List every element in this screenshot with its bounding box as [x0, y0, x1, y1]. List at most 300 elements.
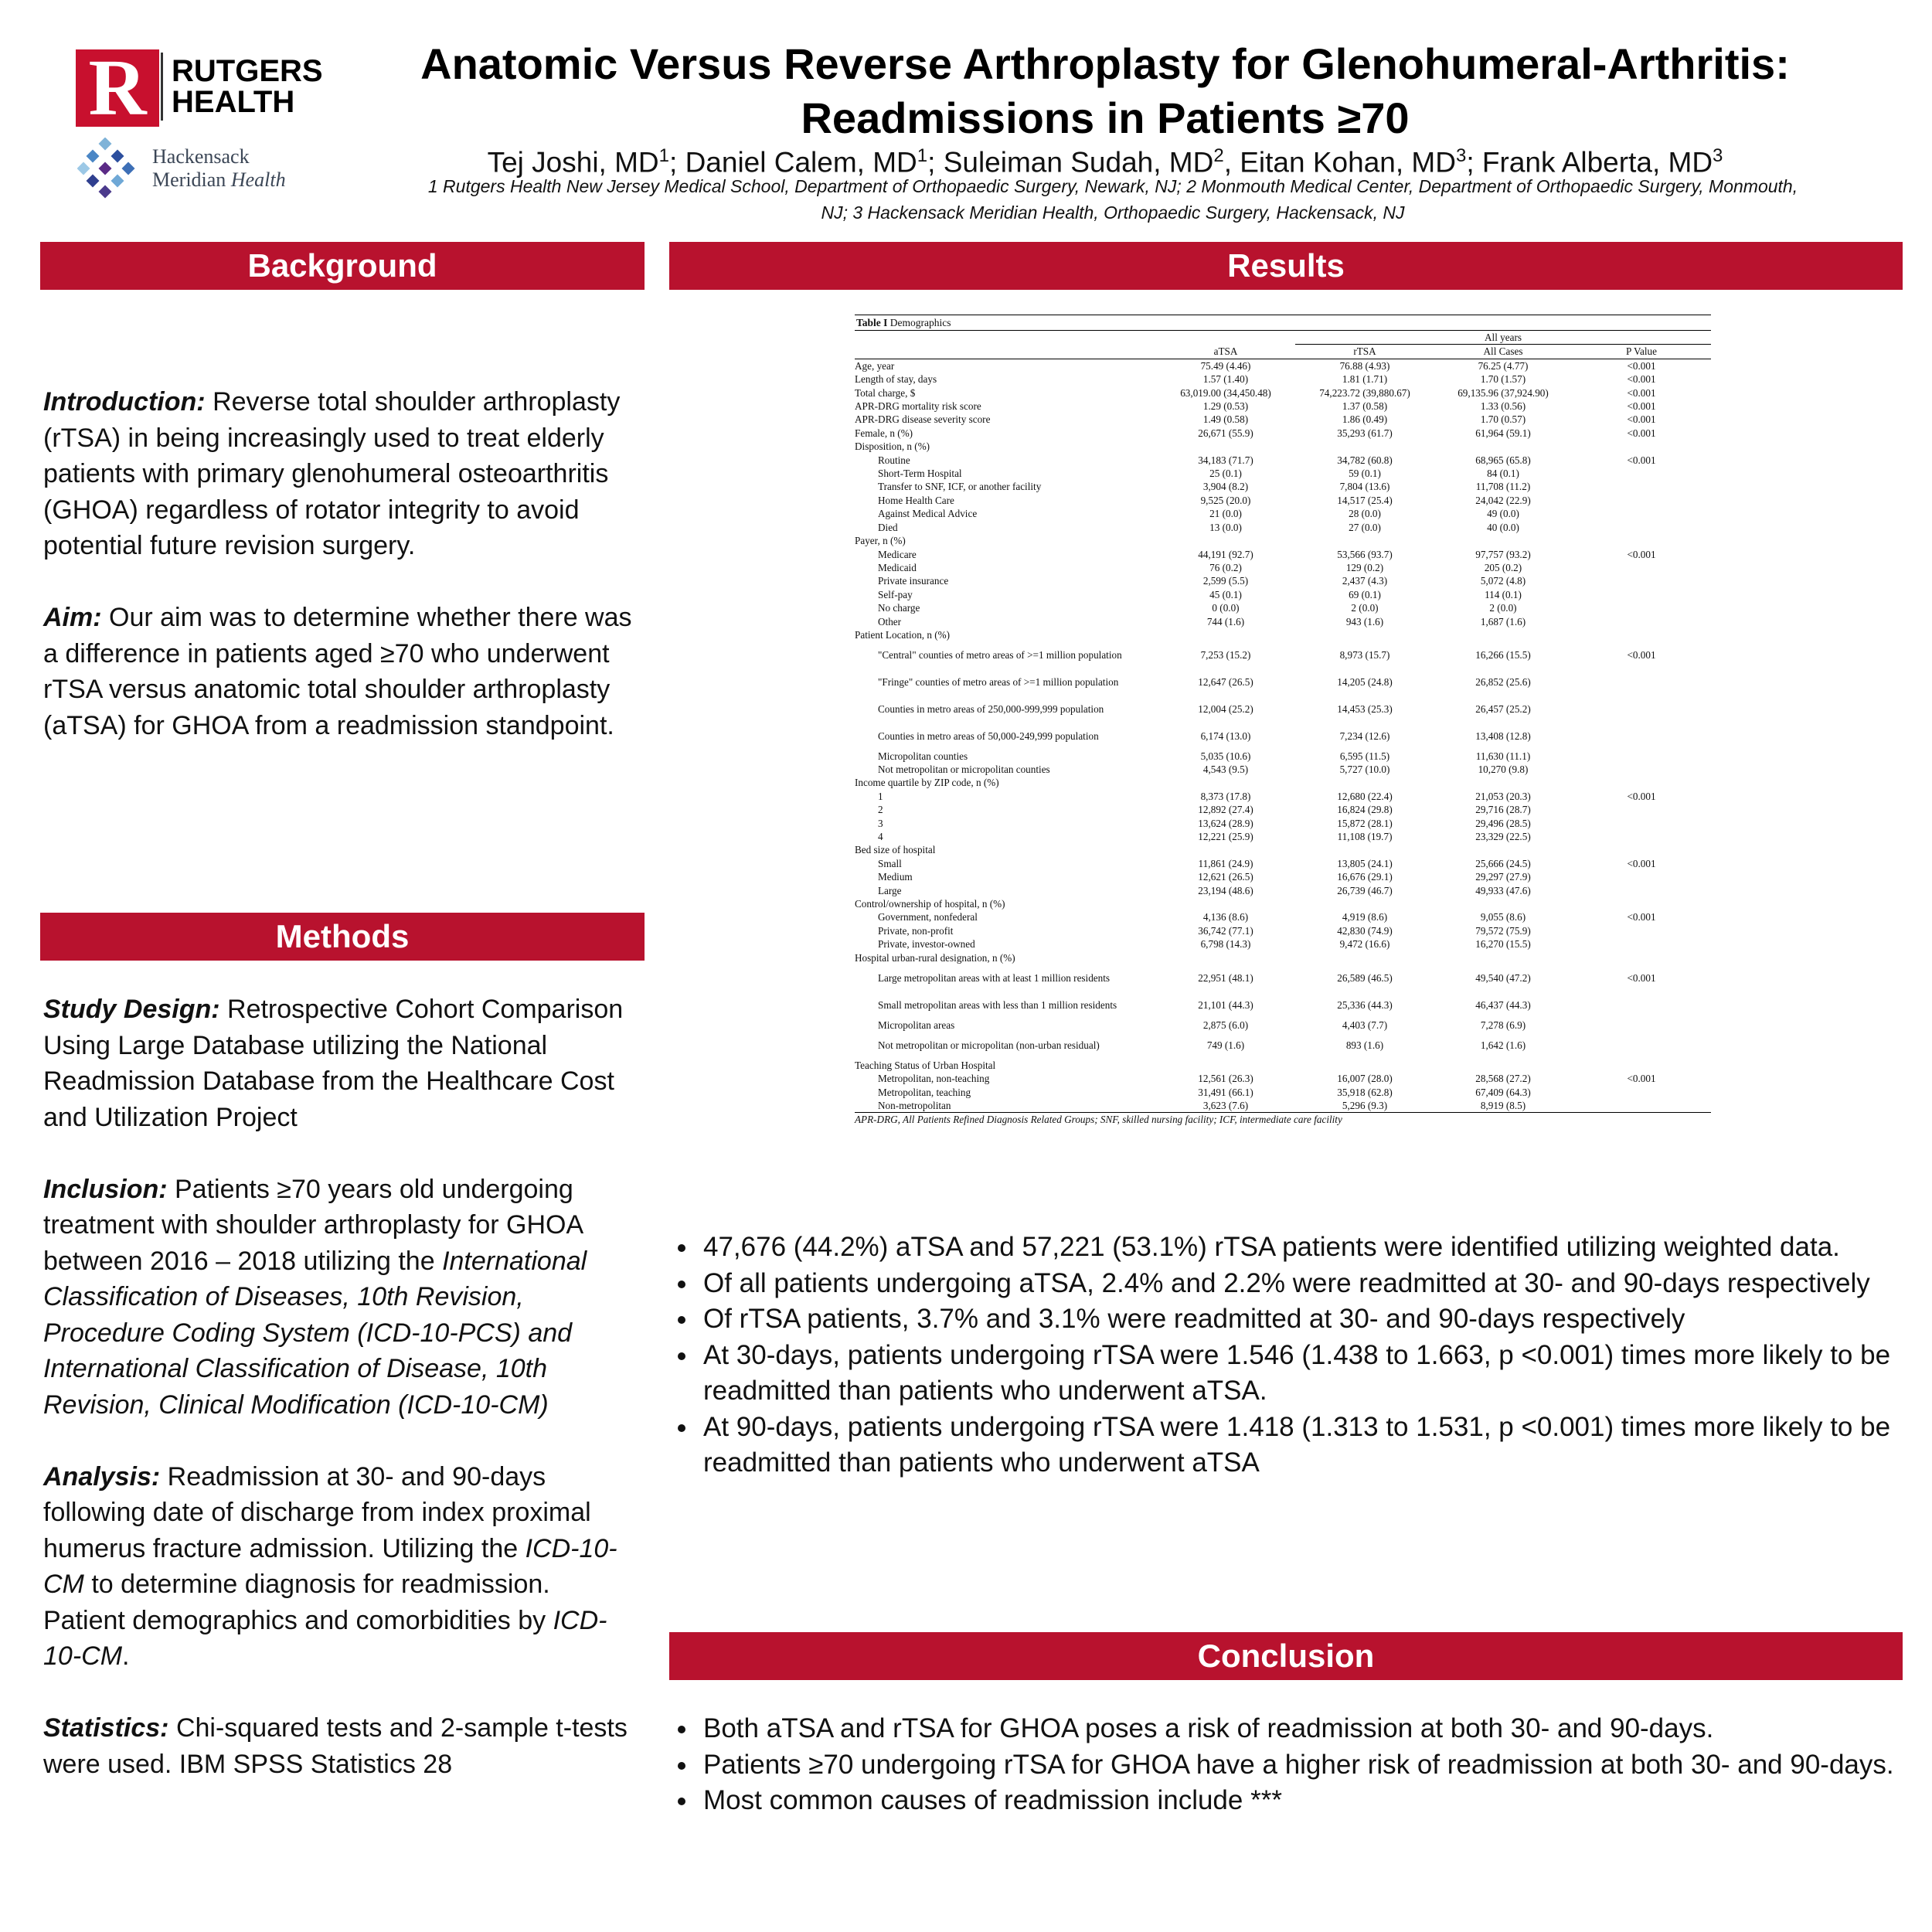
table-cell: 749 (1.6) — [1206, 1039, 1245, 1051]
title-line-2: Readmissions in Patients ≥70 — [801, 94, 1410, 142]
table-cell: 12,647 (26.5) — [1198, 676, 1253, 689]
table-row — [855, 843, 1711, 856]
table-cell: 11,861 (24.9) — [1198, 857, 1253, 869]
row-label: Small — [878, 857, 902, 869]
table-cell: <0.001 — [1627, 971, 1656, 984]
table-cell: 11,708 (11.2) — [1475, 481, 1531, 493]
row-label: Bed size of hospital — [855, 844, 936, 856]
results-list — [668, 1230, 1896, 1481]
table-cell — [1572, 494, 1711, 507]
results-bullet: • 47,676 (44.2%) aTSA and 57,221 (53.1%) rTSA patients were identified utilizing weighted data. — [699, 1230, 1896, 1266]
table-row — [855, 1086, 1711, 1099]
conclusion-bullet: • Patients ≥70 undergoing rTSA for GHOA have a higher risk of readmission at both 30- and 90-days. — [699, 1747, 1896, 1784]
table-cell: 67,409 (64.3) — [1475, 1086, 1531, 1098]
table-cell — [1434, 534, 1572, 547]
row-label: Private, non-profit — [878, 924, 954, 937]
table-cell — [1572, 1019, 1711, 1032]
row-label: Private insurance — [878, 575, 949, 587]
table-row — [855, 884, 1711, 897]
table-cell: 76.25 (4.77) — [1478, 359, 1529, 372]
table-cell: 3,623 (7.6) — [1202, 1100, 1249, 1112]
table-cell — [1572, 574, 1711, 587]
row-label: Medicare — [878, 548, 917, 560]
table-cell: 12,892 (27.4) — [1198, 804, 1253, 816]
table-cell — [1572, 817, 1711, 830]
table-cell — [1572, 480, 1711, 493]
introduction-paragraph: Introduction: Reverse total shoulder arthroplasty (rTSA) in being increasingly used to treat elderly patients with primary glenohumeral osteoarthritis (GHOA) regardless of rotator integrity to avoid potential future revision surgery. — [43, 387, 621, 560]
table-cell: 6,595 (11.5) — [1339, 750, 1390, 762]
table-cell: 29,716 (28.7) — [1475, 804, 1531, 816]
table-cell — [1572, 776, 1711, 789]
table-cell: 68,965 (65.8) — [1475, 454, 1531, 466]
row-label: 1 — [878, 790, 883, 802]
table-cell — [1572, 1032, 1711, 1059]
table-cell — [1572, 843, 1711, 856]
table-cell: 4,136 (8.6) — [1202, 911, 1249, 923]
table-cell: 49,540 (47.2) — [1475, 971, 1531, 984]
table-cell: 42,830 (74.9) — [1337, 924, 1393, 937]
table-cell — [1572, 803, 1711, 816]
hackensack-wordmark — [152, 145, 286, 192]
table-cell — [1572, 937, 1711, 951]
table-cell — [1434, 776, 1572, 789]
table-row — [855, 803, 1711, 816]
table-cell: 13,624 (28.9) — [1198, 817, 1253, 829]
rutgers-logo-letter: R — [76, 49, 159, 127]
table-cell: 5,072 (4.8) — [1480, 575, 1526, 587]
table-cell: 893 (1.6) — [1345, 1039, 1384, 1051]
table-cell: 11,630 (11.1) — [1475, 750, 1531, 762]
table-cell: 1.70 (1.57) — [1480, 373, 1526, 386]
table-cell: 24,042 (22.9) — [1475, 494, 1531, 506]
table-caption: Table I Demographics — [855, 315, 1711, 331]
table-column-header-row — [855, 345, 1711, 359]
table-row — [855, 696, 1711, 723]
row-label: Government, nonfederal — [878, 911, 978, 923]
table-row — [855, 763, 1711, 776]
table-cell — [1156, 440, 1295, 453]
table-cell: 35,293 (61.7) — [1337, 427, 1393, 439]
table-cell: 59 (0.1) — [1349, 468, 1381, 480]
rutgers-wordmark-line2: HEALTH — [172, 85, 295, 119]
table-cell — [1572, 440, 1711, 453]
table-cell — [1295, 776, 1434, 789]
table-cell: 2 (0.0) — [1489, 602, 1517, 614]
table-cell: 76 (0.2) — [1209, 561, 1242, 573]
table-cell: <0.001 — [1627, 911, 1656, 923]
results-bullet: • At 30-days, patients undergoing rTSA were 1.546 (1.438 to 1.663, p <0.001) times more likely to be readmitted than patients who underwent aTSA. — [699, 1338, 1896, 1410]
table-row — [855, 1099, 1711, 1112]
table-cell — [1434, 628, 1572, 641]
table-cell: 76.88 (4.93) — [1339, 359, 1390, 372]
table-row — [855, 870, 1711, 883]
table-cell: 79,572 (75.9) — [1475, 924, 1531, 937]
table-cell — [1572, 467, 1711, 480]
table-cell — [1572, 870, 1711, 883]
background-header: Background — [40, 242, 645, 290]
table-cell: 9,525 (20.0) — [1200, 494, 1251, 506]
table-cell: 25,336 (44.3) — [1337, 998, 1393, 1011]
table-cell: 1.49 (0.58) — [1202, 413, 1249, 426]
table-cell: 28 (0.0) — [1349, 508, 1381, 520]
table-row — [855, 1059, 1711, 1072]
table-cell: 14,205 (24.8) — [1337, 676, 1393, 689]
row-label: Age, year — [855, 359, 895, 372]
table-cell: 0 (0.0) — [1212, 602, 1240, 614]
author-separator: ; — [1466, 146, 1482, 179]
table-cell: 31,491 (66.1) — [1198, 1086, 1253, 1098]
table-cell: 6,798 (14.3) — [1200, 938, 1251, 951]
table-cell — [1295, 534, 1434, 547]
table-row — [855, 641, 1711, 668]
table-cell — [1572, 1099, 1711, 1112]
table-cell: 12,221 (25.9) — [1198, 830, 1253, 842]
table-cell: 13,805 (24.1) — [1337, 857, 1393, 869]
table-cell: 69,135.96 (37,924.90) — [1458, 386, 1549, 399]
table-cell: 9,472 (16.6) — [1339, 938, 1390, 951]
study-design-paragraph: Study Design: Retrospective Cohort Comparison Using Large Database utilizing the National Readmission Database from the Healthcare Cost and Utilization Project — [43, 995, 624, 1132]
table-cell — [1434, 440, 1572, 453]
table-cell: 21,053 (20.3) — [1475, 790, 1531, 802]
table-cell: 34,183 (71.7) — [1198, 454, 1253, 466]
table-cell: 22,951 (48.1) — [1198, 971, 1253, 984]
table-cell: 2,875 (6.0) — [1202, 1019, 1249, 1031]
table-cell — [1572, 628, 1711, 641]
table-row — [855, 467, 1711, 480]
table-row — [855, 427, 1711, 440]
table-cell — [1572, 992, 1711, 1019]
table-cell: 49,933 (47.6) — [1475, 884, 1531, 896]
author-name: Eitan Kohan, MD — [1240, 146, 1456, 179]
table-cell — [1572, 507, 1711, 520]
table-cell: 129 (0.2) — [1345, 561, 1384, 573]
demographics-grid — [855, 331, 1711, 1112]
table-row — [855, 534, 1711, 547]
table-cell — [1572, 1059, 1711, 1072]
table-cell — [1572, 696, 1711, 723]
table-cell: 11,108 (19.7) — [1337, 830, 1393, 842]
table-cell: 7,234 (12.6) — [1339, 730, 1390, 742]
row-label: Patient Location, n (%) — [855, 628, 951, 641]
table-cell: 23,194 (48.6) — [1198, 884, 1253, 896]
table-cell: 12,561 (26.3) — [1198, 1073, 1253, 1085]
row-label: Against Medical Advice — [878, 508, 978, 520]
table-cell: 28,568 (27.2) — [1475, 1073, 1531, 1085]
table-cell: 2,437 (4.3) — [1342, 575, 1388, 587]
table-cell — [1572, 830, 1711, 843]
table-row — [855, 910, 1711, 923]
group-header: All years — [1295, 331, 1711, 345]
table-row — [855, 400, 1711, 413]
table-cell: 10,270 (9.8) — [1478, 763, 1529, 775]
table-row — [855, 750, 1711, 763]
table-row — [855, 521, 1711, 534]
table-cell: 12,621 (26.5) — [1198, 871, 1253, 883]
table-cell — [1572, 750, 1711, 763]
table-row — [855, 937, 1711, 951]
row-label: Short-Term Hospital — [878, 468, 962, 480]
table-cell: 29,496 (28.5) — [1475, 817, 1531, 829]
results-bullet: • Of rTSA patients, 3.7% and 3.1% were readmitted at 30- and 90-days respectively — [699, 1301, 1896, 1338]
results-bullet: • Of all patients undergoing aTSA, 2.4% and 2.2% were readmitted at 30- and 90-days respectively — [699, 1266, 1896, 1302]
table-row — [855, 615, 1711, 628]
table-cell: <0.001 — [1627, 857, 1656, 869]
table-cell: <0.001 — [1627, 548, 1656, 560]
affiliations — [340, 173, 1886, 226]
table-cell — [1572, 534, 1711, 547]
table-cell: 14,453 (25.3) — [1337, 702, 1393, 715]
table-row — [855, 494, 1711, 507]
row-label: Transfer to SNF, ICF, or another facility — [878, 481, 1042, 493]
author-name: Suleiman Sudah, MD — [943, 146, 1214, 179]
table-cell: 7,253 (15.2) — [1200, 649, 1251, 662]
table-cell: 4,403 (7.7) — [1342, 1019, 1388, 1031]
table-cell: 16,676 (29.1) — [1337, 871, 1393, 883]
results-header: Results — [669, 242, 1903, 290]
table-cell: 53,566 (93.7) — [1337, 548, 1393, 560]
table-cell — [1572, 588, 1711, 601]
table-row — [855, 964, 1711, 992]
table-cell: 12,680 (22.4) — [1337, 790, 1393, 802]
table-cell — [1572, 723, 1711, 750]
table-row — [855, 897, 1711, 910]
table-row — [855, 507, 1711, 520]
table-cell: 943 (1.6) — [1345, 615, 1384, 628]
table-cell: 9,055 (8.6) — [1480, 911, 1526, 923]
hackensack-wordmark-line2: Meridian Health — [152, 168, 286, 191]
table-cell: 3,904 (8.2) — [1202, 481, 1249, 493]
table-cell: <0.001 — [1627, 649, 1656, 662]
table-cell: 25 (0.1) — [1209, 468, 1242, 480]
table-cell — [1434, 951, 1572, 964]
row-label: Large metropolitan areas with at least 1 million residents — [878, 971, 1111, 984]
row-label: Home Health Care — [878, 494, 954, 506]
table-cell: 4,543 (9.5) — [1202, 763, 1249, 775]
hackensack-mosaic-icon — [77, 138, 139, 199]
table-cell: <0.001 — [1627, 1073, 1656, 1085]
aim-paragraph: Aim: Our aim was to determine whether there was a difference in patients aged ≥70 who underwent rTSA versus anatomic total shoulder arthroplasty (aTSA) for GHOA from a readmission standpoint. — [43, 603, 632, 740]
table-cell: 69 (0.1) — [1349, 588, 1381, 600]
author-affiliation-number: 3 — [1455, 145, 1467, 166]
table-cell — [1572, 1086, 1711, 1099]
author-separator: ; — [669, 146, 685, 179]
table-cell: 205 (0.2) — [1484, 561, 1522, 573]
table-cell — [1156, 951, 1295, 964]
row-label: Died — [878, 521, 898, 533]
table-cell: 35,918 (62.8) — [1337, 1086, 1393, 1098]
table-cell: 1.33 (0.56) — [1480, 400, 1526, 413]
column-header: All Cases — [1483, 345, 1523, 358]
row-label: 2 — [878, 804, 883, 816]
table-cell: 5,035 (10.6) — [1200, 750, 1251, 762]
row-label: Disposition, n (%) — [855, 440, 930, 453]
table-cell: 1.86 (0.49) — [1342, 413, 1388, 426]
table-cell: 114 (0.1) — [1485, 588, 1522, 600]
table-cell: 61,964 (59.1) — [1475, 427, 1531, 439]
table-cell — [1572, 668, 1711, 696]
table-cell: 12,004 (25.2) — [1198, 702, 1253, 715]
table-cell: 8,373 (17.8) — [1200, 790, 1251, 802]
row-label: "Central" counties of metro areas of >=1 million population — [878, 649, 1122, 662]
results-bullet: • At 90-days, patients undergoing rTSA were 1.418 (1.313 to 1.531, p <0.001) times more likely to be readmitted than patients who underwent aTSA — [699, 1410, 1896, 1481]
row-label: 3 — [878, 817, 883, 829]
inclusion-paragraph: Inclusion: Patients ≥70 years old undergoing treatment with shoulder arthroplasty for GHOA between 2016 – 2018 utilizing the International Classification of Diseases, 10th Revision, Procedure Coding System (ICD-10-PCS) and International Classification of Disease, 10th Revision, Clinical Modification (ICD-10-CM) — [43, 1174, 587, 1420]
row-label: Not metropolitan or micropolitan counties — [878, 763, 1050, 775]
table-row — [855, 601, 1711, 614]
table-row — [855, 1072, 1711, 1085]
table-cell: 744 (1.6) — [1206, 615, 1245, 628]
table-cell: 23,329 (22.5) — [1475, 830, 1531, 842]
table-cell: 63,019.00 (34,450.48) — [1180, 386, 1271, 399]
table-cell: 13 (0.0) — [1209, 521, 1242, 533]
row-label: Micropolitan counties — [878, 750, 968, 762]
table-cell: 74,223.72 (39,880.67) — [1319, 386, 1410, 399]
row-label: Medicaid — [878, 561, 917, 573]
table-cell — [1156, 843, 1295, 856]
row-label: Self-pay — [878, 588, 913, 600]
poster-title — [371, 37, 1839, 145]
table-cell: 45 (0.1) — [1209, 588, 1242, 600]
row-label: Total charge, $ — [855, 386, 916, 399]
table-cell: 21,101 (44.3) — [1198, 998, 1253, 1011]
table-cell: 2 (0.0) — [1351, 602, 1379, 614]
table-group-header-row — [855, 331, 1711, 345]
table-cell: 14,517 (25.4) — [1337, 494, 1393, 506]
table-cell: 16,266 (15.5) — [1475, 649, 1531, 662]
author-name: Frank Alberta, MD — [1481, 146, 1713, 179]
row-label: Large — [878, 884, 902, 896]
table-row — [855, 480, 1711, 493]
table-cell: <0.001 — [1627, 413, 1656, 426]
table-cell: 34,782 (60.8) — [1337, 454, 1393, 466]
table-cell: <0.001 — [1627, 790, 1656, 802]
table-cell: 21 (0.0) — [1209, 508, 1242, 520]
table-cell: 75.49 (4.46) — [1200, 359, 1251, 372]
table-row — [855, 574, 1711, 587]
row-label: Metropolitan, non-teaching — [878, 1073, 990, 1085]
table-cell — [1572, 561, 1711, 574]
table-cell — [1295, 843, 1434, 856]
table-row — [855, 668, 1711, 696]
table-cell — [1156, 1059, 1295, 1072]
table-cell: 5,727 (10.0) — [1339, 763, 1390, 775]
table-cell: 1.81 (1.71) — [1342, 373, 1388, 386]
table-row — [855, 776, 1711, 789]
table-cell: 1,642 (1.6) — [1480, 1039, 1526, 1051]
table-row — [855, 951, 1711, 964]
row-label: Hospital urban-rural designation, n (%) — [855, 951, 1015, 964]
table-cell: 26,457 (25.2) — [1475, 702, 1531, 715]
row-label: Routine — [878, 454, 910, 466]
table-cell: 26,671 (55.9) — [1198, 427, 1253, 439]
row-label: Counties in metro areas of 50,000-249,999 population — [878, 730, 1099, 742]
row-label: Counties in metro areas of 250,000-999,999 population — [878, 702, 1104, 715]
table-cell — [1572, 951, 1711, 964]
table-cell: <0.001 — [1627, 359, 1656, 372]
table-cell — [1572, 897, 1711, 910]
table-cell — [1572, 615, 1711, 628]
table-cell — [1572, 763, 1711, 776]
rutgers-wordmark-line1: RUTGERS — [172, 54, 323, 88]
table-row — [855, 454, 1711, 467]
row-label: APR-DRG disease severity score — [855, 413, 991, 426]
table-cell: 40 (0.0) — [1487, 521, 1519, 533]
analysis-paragraph: Analysis: Readmission at 30- and 90-days following date of discharge from index proximal humerus fracture admission. Utilizing the ICD-10-CM to determine diagnosis for readmission. Patient demographics and comorbidities by ICD-10-CM. — [43, 1461, 617, 1671]
table-cell: 49 (0.0) — [1487, 508, 1519, 520]
table-row — [855, 830, 1711, 843]
table-row — [855, 628, 1711, 641]
row-label: Small metropolitan areas with less than 1 million residents — [878, 998, 1117, 1011]
results-bullets — [668, 1230, 1896, 1481]
row-label: No charge — [878, 602, 920, 614]
row-label: Payer, n (%) — [855, 535, 906, 547]
author-name: Tej Joshi, MD — [487, 146, 659, 179]
table-row — [855, 857, 1711, 870]
table-cell: <0.001 — [1627, 454, 1656, 466]
author-affiliation-number: 1 — [917, 145, 928, 166]
table-cell: 1.29 (0.53) — [1202, 400, 1249, 413]
table-cell: 13,408 (12.8) — [1475, 730, 1531, 742]
table-cell: 15,872 (28.1) — [1337, 817, 1393, 829]
table-cell — [1156, 628, 1295, 641]
methods-header: Methods — [40, 913, 645, 961]
table-cell — [1295, 440, 1434, 453]
table-cell — [1434, 843, 1572, 856]
conclusion-list — [668, 1711, 1896, 1819]
author-separator: , — [1223, 146, 1240, 179]
table-row — [855, 817, 1711, 830]
row-label: Metropolitan, teaching — [878, 1086, 971, 1098]
author-affiliation-number: 3 — [1713, 145, 1723, 166]
table-row — [855, 1032, 1711, 1059]
table-cell: 1.70 (0.57) — [1480, 413, 1526, 426]
table-cell: 8,973 (15.7) — [1339, 649, 1390, 662]
table-row — [855, 440, 1711, 453]
hackensack-wordmark-line1: Hackensack — [152, 145, 250, 168]
conclusion-bullet: • Most common causes of readmission include *** — [699, 1783, 1896, 1819]
statistics-paragraph: Statistics: Chi-squared tests and 2-sample t-tests were used. IBM SPSS Statistics 28 — [43, 1713, 628, 1779]
background-body — [43, 384, 638, 780]
row-label: Other — [878, 615, 902, 628]
table-cell: 26,589 (46.5) — [1337, 971, 1393, 984]
table-cell: 27 (0.0) — [1349, 521, 1381, 533]
table-row — [855, 924, 1711, 937]
table-cell — [1572, 521, 1711, 534]
table-row — [855, 372, 1711, 386]
row-label: Female, n (%) — [855, 427, 913, 439]
table-cell: 44,191 (92.7) — [1198, 548, 1253, 560]
table-body — [855, 359, 1711, 1112]
table-cell: 1.37 (0.58) — [1342, 400, 1388, 413]
row-label: Not metropolitan or micropolitan (non-urban residual) — [878, 1039, 1100, 1051]
row-label: Length of stay, days — [855, 373, 937, 386]
table-cell: 46,437 (44.3) — [1475, 998, 1531, 1011]
table-footnote: APR-DRG, All Patients Refined Diagnosis Related Groups; SNF, skilled nursing facility; ICF, intermediate care facility — [855, 1112, 1711, 1126]
affiliations-line-1: 1 Rutgers Health New Jersey Medical School, Department of Orthopaedic Surgery, Newark, NJ; 2 Monmouth Medical Center, Department of Orthopaedic Surgery, Monmouth, — [427, 176, 1798, 196]
table-cell: 26,739 (46.7) — [1337, 884, 1393, 896]
table-cell: 16,007 (28.0) — [1337, 1073, 1393, 1085]
row-label: Micropolitan areas — [878, 1019, 955, 1031]
row-label: Control/ownership of hospital, n (%) — [855, 898, 1005, 910]
table-cell: 16,824 (29.8) — [1337, 804, 1393, 816]
table-cell — [1572, 601, 1711, 614]
table-cell — [1156, 776, 1295, 789]
conclusion-bullet: • Both aTSA and rTSA for GHOA poses a risk of readmission at both 30- and 90-days. — [699, 1711, 1896, 1747]
table-cell: 5,296 (9.3) — [1342, 1100, 1388, 1112]
table-row — [855, 723, 1711, 750]
table-cell — [1434, 1059, 1572, 1072]
table-cell: 7,804 (13.6) — [1339, 481, 1390, 493]
